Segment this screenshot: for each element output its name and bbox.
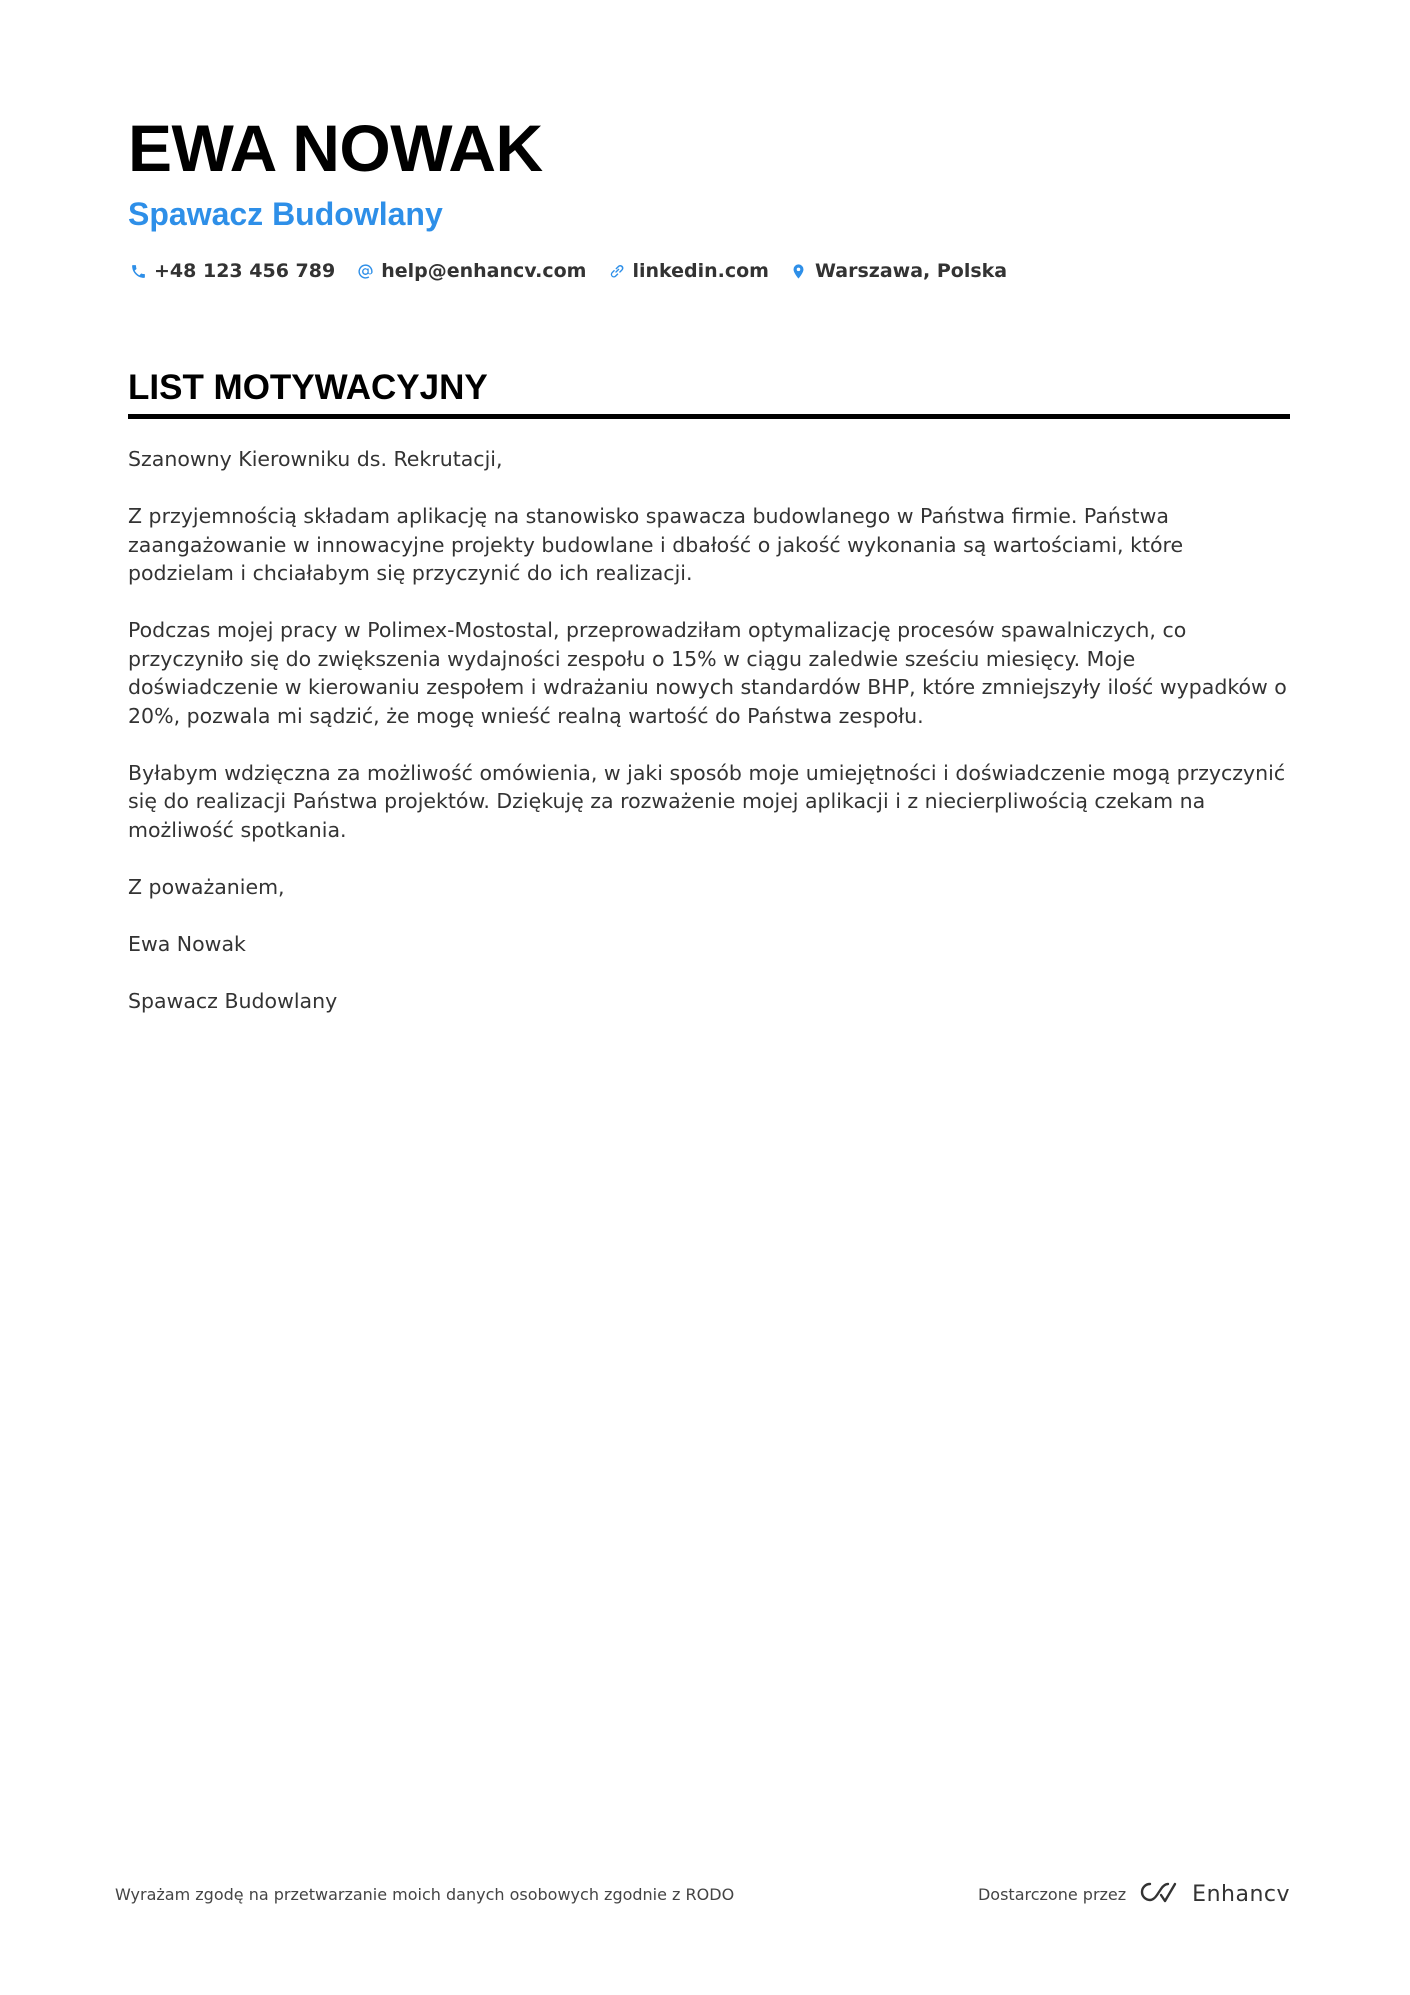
- letter-section: [128, 366, 1290, 1044]
- contact-location: [789, 260, 1007, 282]
- signature-name: Ewa Nowak: [128, 931, 246, 956]
- greeting: Szanowny Kierowniku ds. Rekrutacji,: [128, 447, 503, 471]
- paragraph-1: Z przyjemnością składam aplikację na stanowisko spawacza budowlanego w Państwa firmie. Państwa zaangażowanie w innowacyjne projekty budowlane i dbałość o jakość wykonania są wartościami, które podzielam i chciałabym się przyczynić do ich realizacji.: [128, 504, 1184, 585]
- contact-phone: [128, 260, 335, 282]
- contact-list: [128, 260, 1288, 282]
- contact-email[interactable]: [355, 260, 586, 282]
- at-icon: [355, 261, 375, 281]
- email-text[interactable]: help@enhancv.com: [381, 260, 587, 282]
- letter-body: [128, 445, 1290, 1015]
- paragraph-3: Byłabym wdzięczna za możliwość omówienia, w jaki sposób moje umiejętności i doświadczenie mogą przyczynić się do realizacji Państwa projektów. Dziękuję za rozważenie mojej aplikacji i z niecierpliwością czekam na możliwość spotkania.: [128, 760, 1286, 842]
- section-title: LIST MOTYWACYJNY: [128, 366, 1290, 419]
- enhancv-logo-icon: [1138, 1880, 1184, 1908]
- phone-icon: [128, 261, 148, 281]
- closing: Z poważaniem,: [128, 874, 285, 899]
- paragraph-2: Podczas mojej pracy w Polimex-Mostostal, przeprowadziłam optymalizację procesów spawalniczych, co przyczyniło się do zwiększenia wydajności zespołu o 15% w ciągu zaledwie sześciu miesięcy. Moje doświadczenie w kierowaniu zespołem i wdrażaniu nowych standardów BHP, które zmniejszyły ilość wypadków o 20%, pozwala mi sądzić, że mogę wnieść realną wartość do Państwa zespołu.: [128, 618, 1287, 728]
- candidate-name: EWA NOWAK: [128, 111, 543, 185]
- consent-text: Wyrażam zgodę na przetwarzanie moich danych osobowych zgodnie z RODO: [115, 1884, 735, 1904]
- location-text: Warszawa, Polska: [814, 260, 1008, 282]
- provided-by-label: Dostarczone przez: [977, 1884, 1127, 1904]
- signature-role: Spawacz Budowlany: [128, 988, 338, 1013]
- link-text[interactable]: linkedin.com: [632, 260, 769, 282]
- brand-logo[interactable]: [1138, 1880, 1290, 1908]
- link-icon: [606, 261, 626, 281]
- brand-name: Enhancv: [1192, 1881, 1290, 1907]
- candidate-role: Spawacz Budowlany: [128, 196, 443, 232]
- provided-by: [978, 1880, 1290, 1908]
- footer: [115, 1880, 1290, 1908]
- contact-link[interactable]: [606, 260, 769, 282]
- header: [128, 108, 1288, 282]
- map-pin-icon: [789, 261, 809, 281]
- phone-text: +48 123 456 789: [154, 260, 336, 282]
